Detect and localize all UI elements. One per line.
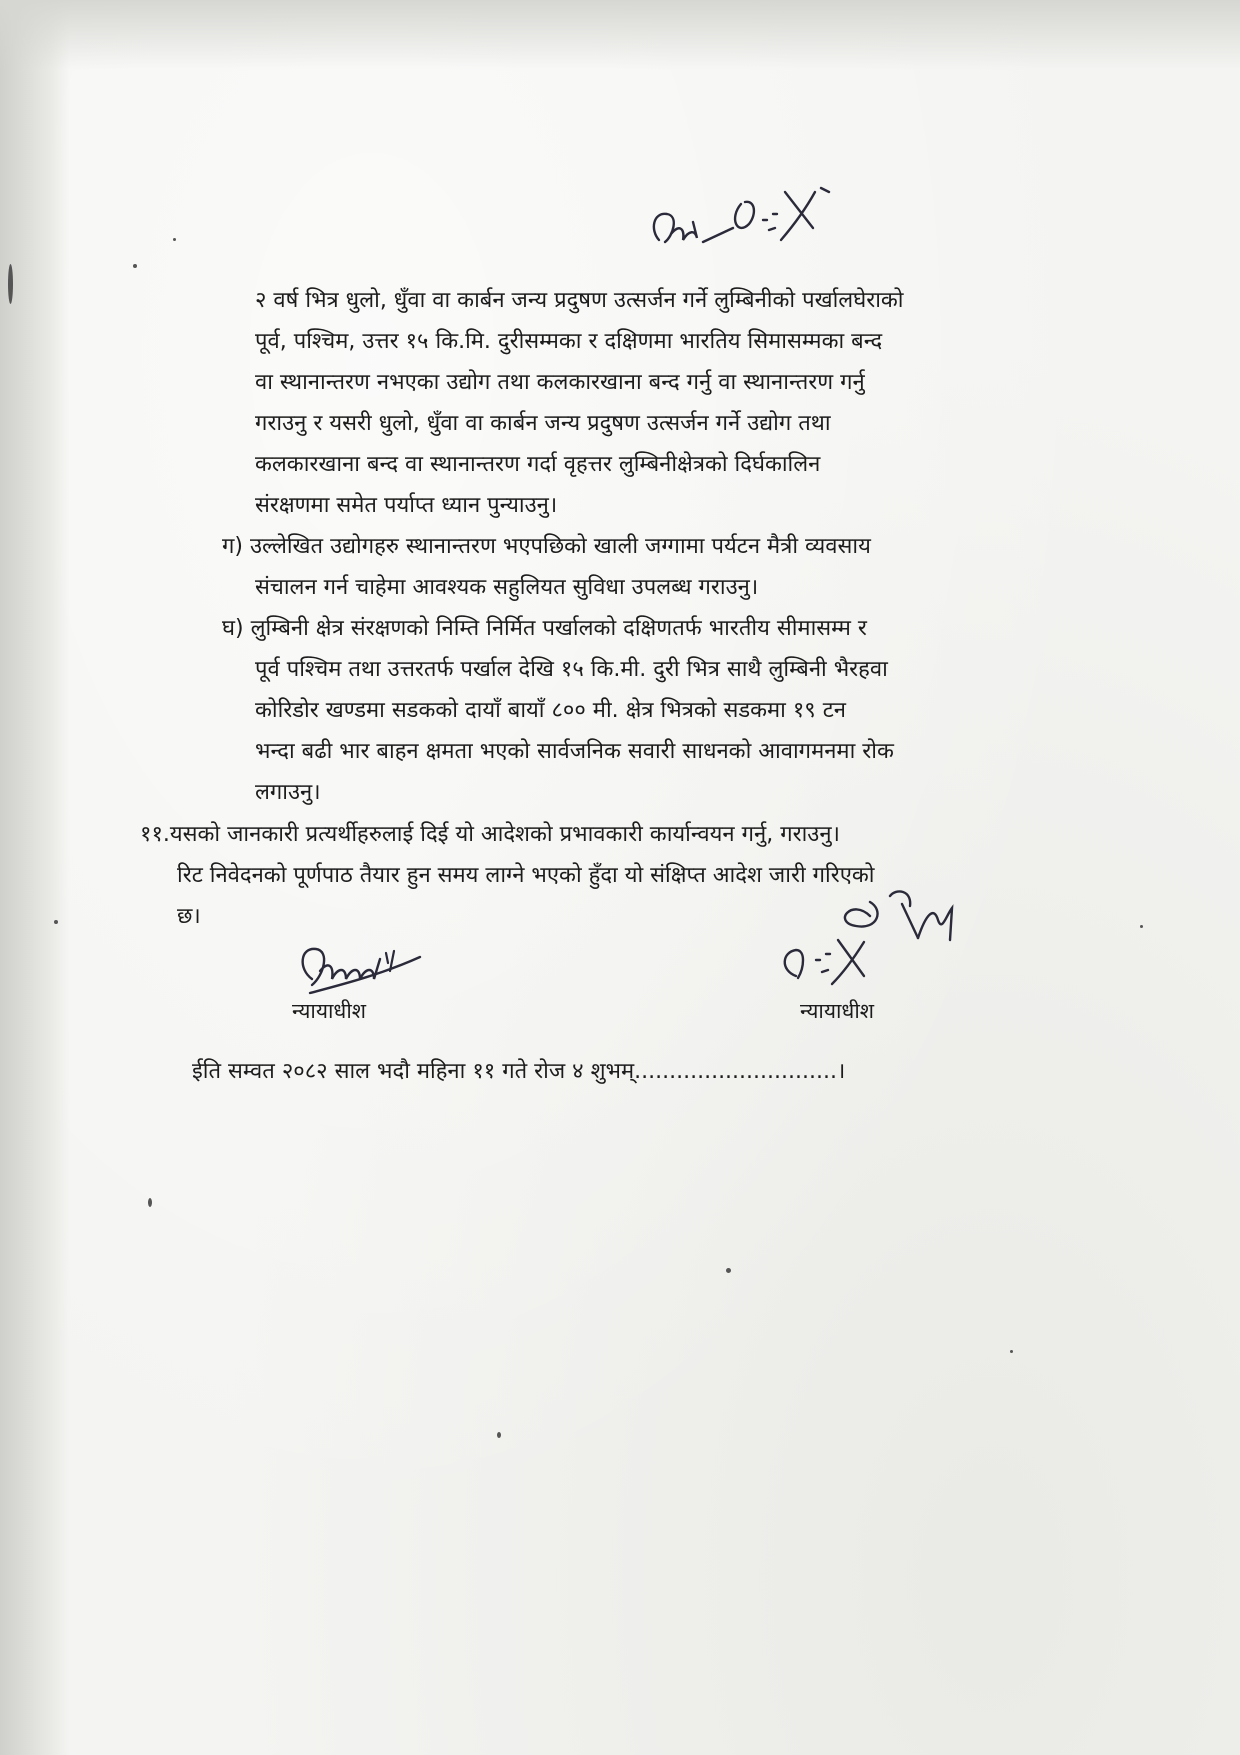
scan-speck <box>173 238 176 241</box>
body-line: संरक्षणमा समेत पर्याप्त ध्यान पुन्याउनु। <box>255 493 558 518</box>
item-gha-line: पूर्व पश्चिम तथा उत्तरतर्फ पर्खाल देखि १५ कि.मी. दुरी भित्र साथै लुम्बिनी भैरहवा <box>255 657 888 682</box>
body-line: २ वर्ष भित्र धुलो, धुँवा वा कार्बन जन्य प्रदुषण उत्सर्जन गर्ने लुम्बिनीको पर्खालघेराको <box>255 288 904 313</box>
body-line: पूर्व, पश्चिम, उत्तर १५ कि.मि. दुरीसम्मका र दक्षिणमा भारतिय सिमासम्मका बन्द <box>255 329 883 354</box>
initials-signature-top <box>645 170 885 270</box>
scan-speck <box>148 1198 152 1207</box>
item-11-line: ११.यसको जानकारी प्रत्यर्थीहरुलाई दिई यो आदेशको प्रभावकारी कार्यान्वयन गर्नु, गराउनु। <box>140 822 840 847</box>
scan-speck <box>497 1432 501 1438</box>
item-11-line: छ। <box>177 904 201 929</box>
item-ga-line: ग) उल्लेखित उद्योगहरु स्थानान्तरण भएपछिको खाली जग्गामा पर्यटन मैत्री व्यवसाय <box>222 534 871 559</box>
scan-speck <box>726 1268 731 1273</box>
page-shadow-top <box>0 0 1240 70</box>
item-gha-line: लगाउनु। <box>255 780 321 805</box>
closing-date-line: ईति सम्वत २०८२ साल भदौ महिना ११ गते रोज ४ शुभम्.............................। <box>192 1059 846 1084</box>
item-gha-line: कोरिडोर खण्डमा सडकको दायाँ बायाँ ८०० मी. क्षेत्र भित्रको सडकमा १९ टन <box>255 698 846 723</box>
item-ga-line: संचालन गर्न चाहेमा आवश्यक सहुलियत सुविधा उपलब्ध गराउनु। <box>255 575 759 600</box>
right-judge-label: न्यायाधीश <box>800 999 875 1023</box>
body-line: गराउनु र यसरी धुलो, धुँवा वा कार्बन जन्य प्रदुषण उत्सर्जन गर्ने उद्योग तथा <box>255 411 831 436</box>
item-gha-line: घ) लुम्बिनी क्षेत्र संरक्षणको निम्ति निर्मित पर्खालको दक्षिणतर्फ भारतीय सीमासम्म र <box>222 616 867 641</box>
right-judge-signature <box>760 880 980 1000</box>
body-line: कलकारखाना बन्द वा स्थानान्तरण गर्दा वृहत्तर लुम्बिनीक्षेत्रको दिर्घकालिन <box>255 452 821 477</box>
scan-speck <box>1140 925 1143 928</box>
item-gha-line: भन्दा बढी भार बाहन क्षमता भएको सार्वजनिक सवारी साधनको आवागमनमा रोक <box>255 739 894 764</box>
scan-speck <box>8 264 13 304</box>
scan-speck <box>133 264 137 268</box>
item-11-line: रिट निवेदनको पूर्णपाठ तैयार हुन समय लाग्ने भएको हुँदा यो संक्षिप्त आदेश जारी गरिएको <box>177 863 875 888</box>
left-judge-signature <box>290 935 440 1005</box>
scan-speck <box>54 920 58 924</box>
body-line: वा स्थानान्तरण नभएका उद्योग तथा कलकारखाना बन्द गर्नु वा स्थानान्तरण गर्नु <box>255 370 865 395</box>
left-judge-label: न्यायाधीश <box>292 999 367 1023</box>
scan-speck <box>1010 1350 1013 1353</box>
